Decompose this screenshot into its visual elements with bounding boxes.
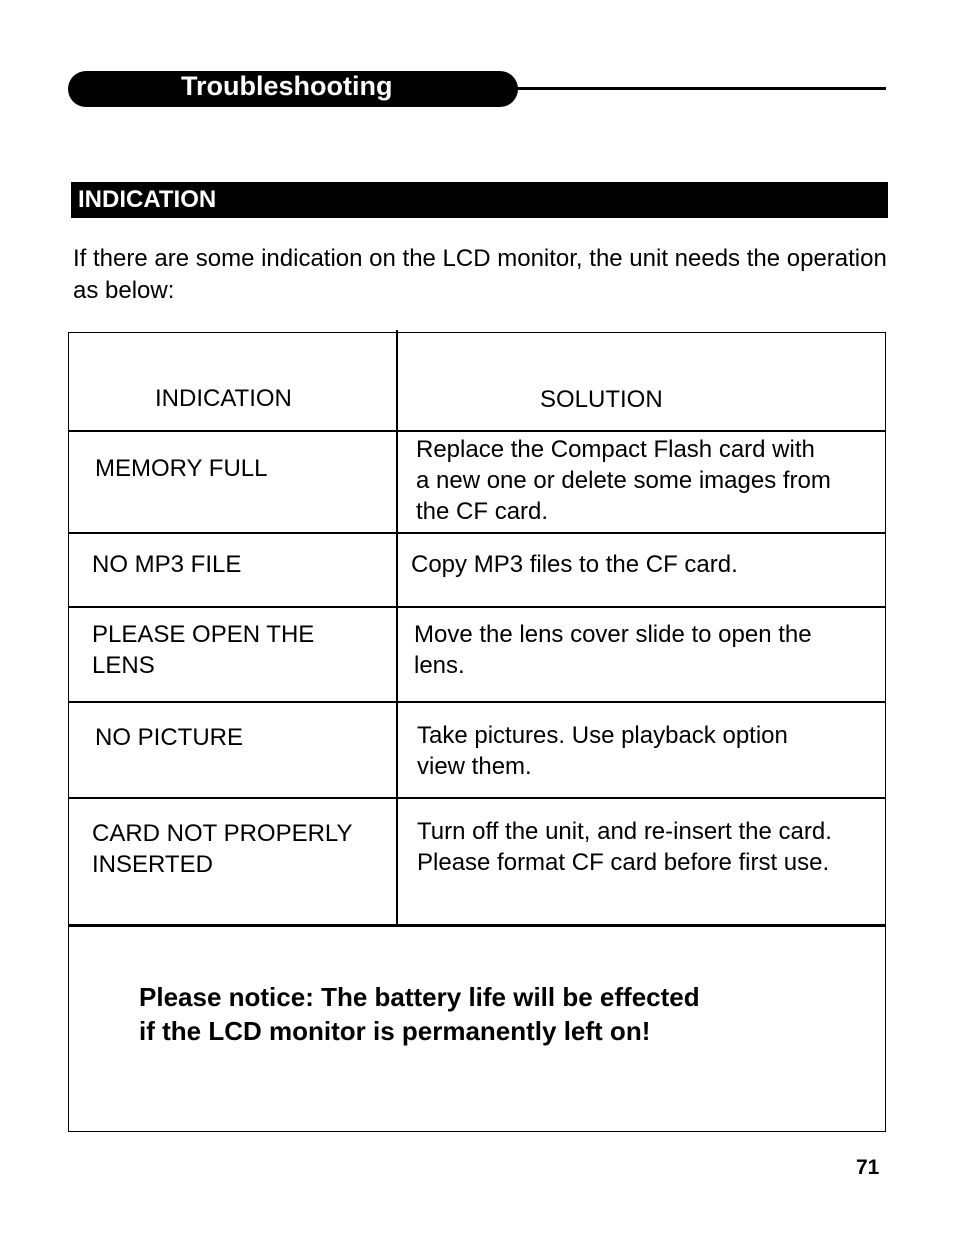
row-divider — [68, 532, 885, 534]
row-divider — [68, 430, 885, 432]
page-title: Troubleshooting — [181, 71, 393, 101]
column-header-solution: SOLUTION — [540, 386, 663, 413]
indication-cell: CARD NOT PROPERLY INSERTED — [92, 820, 353, 878]
solution-cell: Copy MP3 files to the CF card. — [411, 551, 738, 578]
solution-cell: Replace the Compact Flash card with a new one or delete some images from the CF card. — [416, 436, 831, 525]
page-number: 71 — [856, 1156, 880, 1179]
solution-cell: Turn off the unit, and re-insert the card. Please format CF card before first use. — [417, 818, 832, 876]
solution-cell: Take pictures. Use playback option view them. — [417, 722, 788, 780]
indication-cell: NO MP3 FILE — [92, 551, 242, 578]
solution-cell: Move the lens cover slide to open the lens. — [414, 621, 812, 679]
row-divider — [68, 924, 885, 927]
row-divider — [68, 797, 885, 799]
indication-cell: NO PICTURE — [95, 724, 244, 751]
indication-cell: MEMORY FULL — [95, 455, 268, 482]
intro-text: If there are some indication on the LCD monitor, the unit needs the operation as below: — [73, 245, 887, 304]
row-divider — [68, 606, 885, 608]
column-header-indication: INDICATION — [155, 385, 292, 412]
indication-cell: PLEASE OPEN THE LENS — [92, 621, 315, 679]
row-divider — [68, 701, 885, 703]
column-divider — [396, 330, 398, 926]
header-rule — [510, 87, 886, 90]
battery-notice: Please notice: The battery life will be effected if the LCD monitor is permanently left on! — [139, 982, 700, 1046]
section-title: INDICATION — [78, 186, 217, 213]
